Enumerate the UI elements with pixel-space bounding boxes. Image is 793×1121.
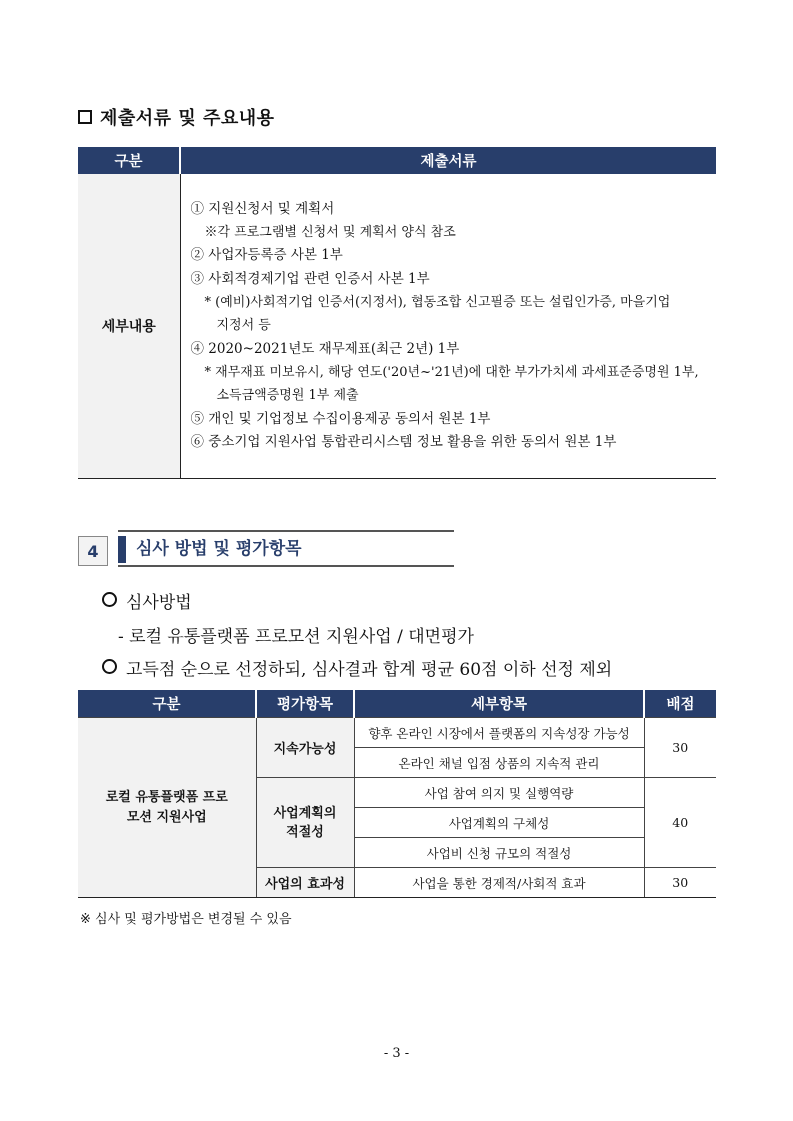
evaluation-table bbox=[78, 690, 716, 898]
doc-item-5: ⑤ 개인 및 기업정보 수집이용제공 동의서 원본 1부 bbox=[190, 410, 491, 427]
circle-bullet-icon bbox=[102, 659, 117, 674]
header-eval-item: 평가항목 bbox=[256, 690, 354, 718]
score-cell: 40 bbox=[644, 778, 716, 868]
section-4-title: 심사 방법 및 평가항목 bbox=[136, 539, 302, 559]
doc-item-1: ① 지원신청서 및 계획서 bbox=[190, 200, 335, 217]
eval-item-sustainability: 지속가능성 bbox=[256, 718, 354, 778]
eval-item-plan bbox=[256, 778, 354, 868]
header-documents: 제출서류 bbox=[180, 147, 716, 174]
score-cell: 30 bbox=[644, 718, 716, 778]
doc-note-1: ※각 프로그램별 신청서 및 계획서 양식 참조 bbox=[204, 225, 456, 241]
doc-item-3: ③ 사회적경제기업 관련 인증서 사본 1부 bbox=[190, 270, 430, 287]
bullet-method-text: 심사방법 bbox=[126, 593, 192, 613]
doc-item-4: ④ 2020~2021년도 재무제표(최근 2년) 1부 bbox=[190, 340, 460, 357]
detail-item: 향후 온라인 시장에서 플랫폼의 지속성장 가능성 bbox=[354, 718, 644, 748]
section-heading-text: 제출서류 및 주요내용 bbox=[100, 108, 275, 129]
eval-item-plan-text: 사업계획의 적절성 bbox=[273, 805, 337, 840]
bullet-method bbox=[102, 588, 192, 613]
bullet-selection-text: 고득점 순으로 선정하되, 심사결과 합계 평균 60점 이하 선정 제외 bbox=[126, 660, 613, 680]
method-detail: - 로컬 유통플랫폼 프로모션 지원사업 / 대면평가 bbox=[118, 627, 474, 647]
header-score: 배점 bbox=[644, 690, 716, 718]
detail-item: 사업계획의 구체성 bbox=[354, 808, 644, 838]
section-number-box bbox=[78, 536, 108, 566]
score-cell: 30 bbox=[644, 868, 716, 898]
bullet-selection bbox=[102, 655, 612, 680]
section-heading bbox=[78, 104, 275, 130]
header-category: 구분 bbox=[78, 690, 256, 718]
section-number: 4 bbox=[87, 541, 99, 561]
doc-item-2: ② 사업자등록증 사본 1부 bbox=[190, 247, 343, 264]
doc-note-4b: 소득금액증명원 1부 제출 bbox=[216, 388, 359, 404]
detail-item: 사업 참여 의지 및 실행역량 bbox=[354, 778, 644, 808]
heading-accent-bar bbox=[118, 536, 126, 563]
category-text: 로컬 유통플랫폼 프로모션 지원사업 bbox=[105, 789, 228, 825]
documents-list bbox=[180, 174, 716, 479]
detail-item: 온라인 채널 입점 상품의 지속적 관리 bbox=[354, 748, 644, 778]
section-4-heading bbox=[78, 530, 454, 566]
detail-item: 사업을 통한 경제적/사회적 효과 bbox=[354, 868, 644, 898]
doc-note-3a: * (예비)사회적기업 인증서(지정서), 협동조합 신고필증 또는 설립인가증, 마을기업 bbox=[204, 295, 671, 311]
footnote: ※ 심사 및 평가방법은 변경될 수 있음 bbox=[80, 912, 292, 927]
page-number: - 3 - bbox=[383, 1046, 410, 1061]
heading-bottom-rule bbox=[118, 565, 454, 567]
eval-item-effect: 사업의 효과성 bbox=[256, 868, 354, 898]
header-detail-item: 세부항목 bbox=[354, 690, 644, 718]
documents-table bbox=[78, 147, 716, 479]
category-cell bbox=[78, 718, 256, 898]
doc-note-3b: 지정서 등 bbox=[216, 318, 271, 334]
header-category: 구분 bbox=[78, 147, 180, 174]
doc-item-6: ⑥ 중소기업 지원사업 통합관리시스템 정보 활용을 위한 동의서 원본 1부 bbox=[190, 433, 617, 450]
detail-item: 사업비 신청 규모의 적절성 bbox=[354, 838, 644, 868]
circle-bullet-icon bbox=[102, 592, 117, 607]
doc-note-4a: * 재무재표 미보유시, 해당 연도('20년~'21년)에 대한 부가가치세 과세표준증명원 1부, bbox=[204, 364, 699, 380]
checkbox-square-icon bbox=[78, 110, 92, 124]
row-label-details: 세부내용 bbox=[78, 174, 180, 479]
heading-top-rule bbox=[118, 530, 454, 532]
